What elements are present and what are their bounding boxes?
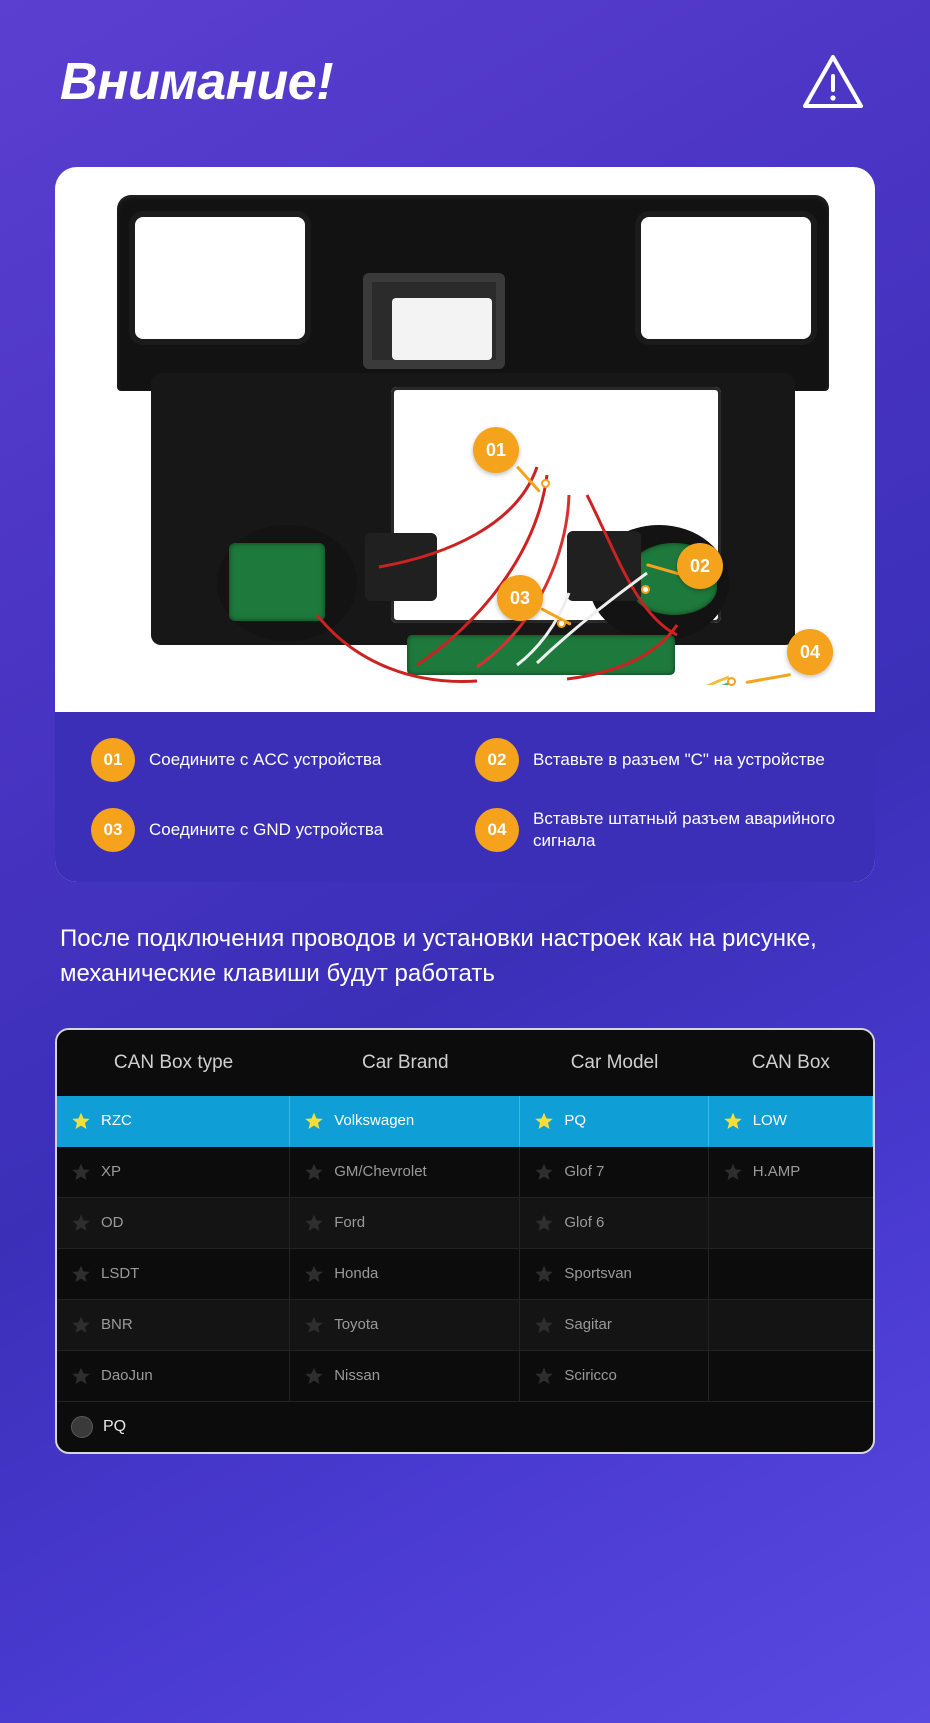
star-icon (71, 1315, 91, 1335)
table-row[interactable] (57, 1197, 873, 1248)
cell-label: GM/Chevrolet (334, 1163, 427, 1181)
cell-label: DaoJun (101, 1367, 153, 1385)
table-footer-row[interactable] (57, 1401, 873, 1452)
callout-point-02 (641, 585, 650, 594)
table-row[interactable] (57, 1299, 873, 1350)
car-model-option[interactable] (520, 1300, 708, 1350)
table-row[interactable] (57, 1248, 873, 1299)
cell-can-box-type[interactable] (57, 1096, 290, 1147)
cell-label: Ford (334, 1214, 366, 1232)
legend-item-03 (91, 808, 455, 852)
can-box-type-option[interactable] (57, 1198, 290, 1248)
star-icon (304, 1213, 324, 1233)
cell-label: Sportsvan (564, 1265, 632, 1283)
table-row[interactable] (57, 1096, 873, 1147)
cell-can-box-type[interactable] (57, 1350, 290, 1401)
star-icon (534, 1213, 554, 1233)
star-icon (723, 1111, 743, 1131)
cell-car-model[interactable] (520, 1299, 708, 1350)
car-model-option[interactable] (520, 1198, 708, 1248)
table-row[interactable] (57, 1146, 873, 1197)
star-icon (304, 1366, 324, 1386)
col-car-model: Car Model (520, 1030, 708, 1096)
can-box-option-empty (709, 1351, 873, 1401)
page-header (55, 0, 875, 112)
cell-label: Glof 6 (564, 1214, 605, 1232)
can-box-option-empty (709, 1249, 873, 1299)
cell-car-model[interactable] (520, 1197, 708, 1248)
can-box-type-option[interactable] (57, 1147, 290, 1197)
car-brand-option[interactable] (290, 1249, 520, 1299)
cell-can-box (709, 1350, 873, 1401)
car-brand-option[interactable] (290, 1096, 520, 1146)
can-box-option-empty (709, 1198, 873, 1248)
cell-label: H.AMP (752, 1163, 801, 1181)
legend-item-04 (475, 808, 839, 852)
cell-can-box-type[interactable] (57, 1248, 290, 1299)
wiring-harness (117, 195, 829, 685)
cell-label: PQ (564, 1112, 587, 1130)
cell-car-model[interactable] (520, 1146, 708, 1197)
cell-can-box[interactable] (709, 1146, 873, 1197)
can-box-type-option[interactable] (57, 1096, 290, 1146)
star-icon (534, 1111, 554, 1131)
car-brand-option[interactable] (290, 1147, 520, 1197)
cell-label: Sciricco (564, 1367, 617, 1385)
car-model-option[interactable] (520, 1147, 708, 1197)
can-box-option-empty (709, 1300, 873, 1350)
cell-car-brand[interactable] (290, 1299, 520, 1350)
page-title: Внимание! (60, 53, 334, 111)
cell-label: Sagitar (564, 1316, 612, 1334)
cell-selected-summary[interactable] (57, 1401, 873, 1452)
col-car-brand: Car Brand (290, 1030, 520, 1096)
legend-number-01: 01 (91, 738, 135, 782)
cell-label: XP (101, 1163, 122, 1181)
car-model-option[interactable] (520, 1096, 708, 1146)
car-model-option[interactable] (520, 1249, 708, 1299)
selected-config[interactable] (57, 1402, 873, 1452)
cell-car-brand[interactable] (290, 1350, 520, 1401)
can-box-table (55, 1028, 875, 1454)
diagram-marker-03: 03 (497, 575, 543, 621)
cell-can-box (709, 1248, 873, 1299)
cell-car-brand[interactable] (290, 1197, 520, 1248)
can-box-option[interactable] (709, 1147, 873, 1197)
star-icon (71, 1111, 91, 1131)
cell-label: Honda (334, 1265, 379, 1283)
legend-text-03: Соедините с GND устройства (149, 820, 384, 840)
can-box-type-option[interactable] (57, 1300, 290, 1350)
cell-label: BNR (101, 1316, 133, 1334)
star-icon (304, 1315, 324, 1335)
cell-car-brand[interactable] (290, 1146, 520, 1197)
star-icon (534, 1162, 554, 1182)
diagram-marker-01: 01 (473, 427, 519, 473)
callout-point-04 (727, 677, 736, 686)
legend-number-03: 03 (91, 808, 135, 852)
radio-frame-assembly (117, 195, 829, 685)
cell-car-brand[interactable] (290, 1248, 520, 1299)
star-icon (534, 1366, 554, 1386)
can-box-type-option[interactable] (57, 1249, 290, 1299)
star-icon (304, 1111, 324, 1131)
star-icon (71, 1366, 91, 1386)
cell-label: Glof 7 (564, 1163, 605, 1181)
legend-number-02: 02 (475, 738, 519, 782)
cell-car-model[interactable] (520, 1096, 708, 1147)
can-box-type-option[interactable] (57, 1351, 290, 1401)
legend-text-04: Вставьте штатный разъем аварийного сигнала (533, 809, 836, 851)
star-icon (71, 1264, 91, 1284)
cell-can-box (709, 1197, 873, 1248)
legend-number-04: 04 (475, 808, 519, 852)
legend-list (55, 712, 875, 882)
cell-label: Toyota (334, 1316, 379, 1334)
selected-config-label: PQ (103, 1417, 127, 1435)
star-icon (71, 1213, 91, 1233)
col-can-box: CAN Box (709, 1030, 873, 1096)
warning-triangle-icon (801, 52, 865, 112)
cell-can-box[interactable] (709, 1096, 873, 1147)
cell-label: LSDT (101, 1265, 140, 1283)
wiring-diagram-photo (65, 177, 865, 704)
star-icon (304, 1162, 324, 1182)
cell-label: RZC (101, 1112, 132, 1130)
cell-label: Nissan (334, 1367, 381, 1385)
car-brand-option[interactable] (290, 1351, 520, 1401)
cell-can-box (709, 1299, 873, 1350)
can-box-option[interactable] (709, 1096, 873, 1146)
col-can-box-type: CAN Box type (57, 1030, 290, 1096)
diagram-marker-02: 02 (677, 543, 723, 589)
cell-car-model[interactable] (520, 1248, 708, 1299)
caption-text: После подключения проводов и установки настроек как на рисунке, механические клавиши будут работать (60, 925, 817, 987)
callout-point-01 (541, 479, 550, 488)
legend-text-01: Соедините с ACC устройства (149, 749, 382, 769)
cell-can-box-type[interactable] (57, 1197, 290, 1248)
star-icon (71, 1162, 91, 1182)
legend-text-02: Вставьте в разъем "C" на устройстве (533, 749, 825, 769)
car-model-option[interactable] (520, 1351, 708, 1401)
legend-item-01 (91, 738, 455, 782)
instruction-card (55, 167, 875, 882)
cell-label: LOW (752, 1112, 787, 1130)
callout-point-03 (557, 619, 566, 628)
legend-item-02 (475, 738, 839, 782)
star-icon (534, 1264, 554, 1284)
star-icon (304, 1264, 324, 1284)
star-icon (723, 1162, 743, 1182)
settings-circle-icon (71, 1416, 93, 1438)
table-row[interactable] (57, 1350, 873, 1401)
diagram-marker-04: 04 (787, 629, 833, 675)
table-header-row (57, 1030, 873, 1096)
cell-can-box-type[interactable] (57, 1299, 290, 1350)
cell-label: Volkswagen (334, 1112, 415, 1130)
cell-label: OD (101, 1214, 124, 1232)
star-icon (534, 1315, 554, 1335)
cell-car-brand[interactable] (290, 1096, 520, 1147)
car-brand-option[interactable] (290, 1300, 520, 1350)
cell-can-box-type[interactable] (57, 1146, 290, 1197)
cell-car-model[interactable] (520, 1350, 708, 1401)
car-brand-option[interactable] (290, 1198, 520, 1248)
